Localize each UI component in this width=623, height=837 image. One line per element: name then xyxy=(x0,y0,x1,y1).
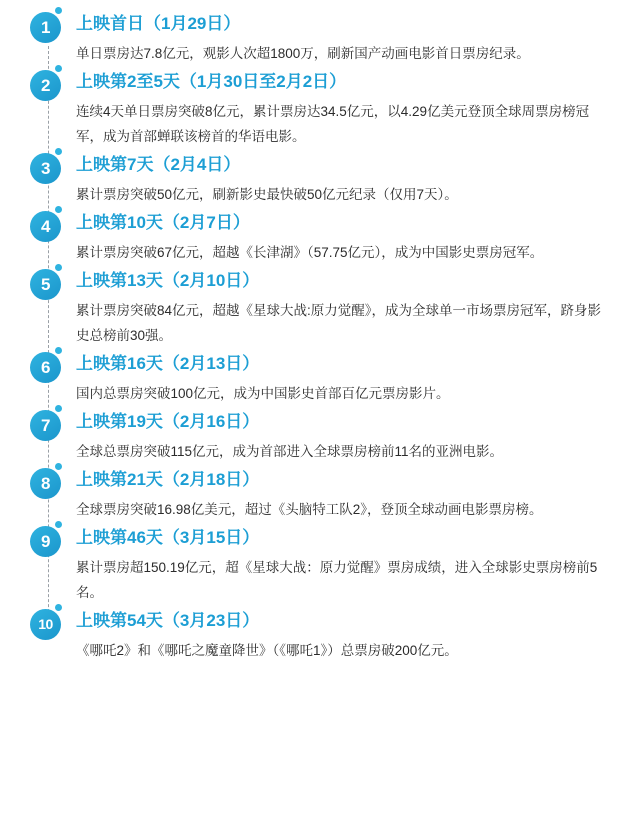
timeline-item-content xyxy=(76,607,609,663)
timeline-item xyxy=(0,524,623,605)
timeline-item-title: 上映第7天（2月4日） xyxy=(76,155,241,174)
timeline-marker xyxy=(30,408,66,444)
timeline-item-content xyxy=(76,408,609,464)
timeline-item-title: 上映第2至5天（1月30日至2月2日） xyxy=(76,72,347,91)
timeline-item-title: 上映第21天（2月18日） xyxy=(76,470,260,489)
timeline-item-content xyxy=(76,209,609,265)
step-number-badge: 4 xyxy=(30,211,61,242)
step-number-badge: 1 xyxy=(30,12,61,43)
timeline-item-content xyxy=(76,267,609,348)
timeline-item-content xyxy=(76,524,609,605)
timeline-item-description: 国内总票房突破100亿元，成为中国影史首部百亿元票房影片。 xyxy=(76,386,450,401)
timeline-item-title: 上映第19天（2月16日） xyxy=(76,412,260,431)
timeline-item-description: 累计票房突破84亿元，超越《星球大战:原力觉醒》，成为全球单一市场票房冠军，跻身影史总榜前30强。 xyxy=(76,303,602,343)
timeline-marker xyxy=(30,466,66,502)
timeline-marker xyxy=(30,350,66,386)
timeline-item-title: 上映第16天（2月13日） xyxy=(76,354,260,373)
step-number-badge: 8 xyxy=(30,468,61,499)
timeline-item-title: 上映第54天（3月23日） xyxy=(76,611,260,630)
timeline-item-title: 上映第13天（2月10日） xyxy=(76,271,260,290)
timeline-item-title: 上映第10天（2月7日） xyxy=(76,213,250,232)
timeline-item xyxy=(0,151,623,207)
timeline-item-content xyxy=(76,68,609,149)
timeline-item-description: 累计票房超150.19亿元，超《星球大战：原力觉醒》票房成绩，进入全球影史票房榜前5名。 xyxy=(76,560,598,600)
timeline-marker xyxy=(30,607,66,643)
timeline-item-content xyxy=(76,466,609,522)
timeline-marker xyxy=(30,267,66,303)
timeline-marker xyxy=(30,10,66,46)
timeline-item xyxy=(0,350,623,406)
step-number-badge: 3 xyxy=(30,153,61,184)
timeline-item xyxy=(0,408,623,464)
timeline-item xyxy=(0,68,623,149)
timeline-marker xyxy=(30,209,66,245)
timeline-item xyxy=(0,10,623,66)
timeline-item-description: 全球总票房突破115亿元，成为首部进入全球票房榜前11名的亚洲电影。 xyxy=(76,444,504,459)
timeline-item-description: 累计票房突破67亿元，超越《长津湖》（57.75亿元），成为中国影史票房冠军。 xyxy=(76,245,544,260)
timeline-item-title: 上映第46天（3月15日） xyxy=(76,528,260,547)
step-number-badge: 6 xyxy=(30,352,61,383)
step-number-badge: 5 xyxy=(30,269,61,300)
timeline-item-description: 全球票房突破16.98亿美元，超过《头脑特工队2》，登顶全球动画电影票房榜。 xyxy=(76,502,543,517)
timeline-item-content xyxy=(76,350,609,406)
timeline-item xyxy=(0,267,623,348)
timeline-marker xyxy=(30,68,66,104)
timeline-item-content xyxy=(76,10,609,66)
step-number-badge: 9 xyxy=(30,526,61,557)
timeline-marker xyxy=(30,151,66,187)
timeline-marker xyxy=(30,524,66,560)
timeline-item xyxy=(0,209,623,265)
timeline-item-content xyxy=(76,151,609,207)
timeline-item-description: 《哪吒2》和《哪吒之魔童降世》（《哪吒1》）总票房破200亿元。 xyxy=(76,643,458,658)
timeline-item-description: 单日票房达7.8亿元，观影人次超1800万，刷新国产动画电影首日票房纪录。 xyxy=(76,46,530,61)
timeline-item xyxy=(0,607,623,663)
step-number-badge: 2 xyxy=(30,70,61,101)
timeline-item xyxy=(0,466,623,522)
step-number-badge: 7 xyxy=(30,410,61,441)
timeline-item-title: 上映首日（1月29日） xyxy=(76,14,241,33)
timeline-item-description: 连续4天单日票房突破8亿元，累计票房达34.5亿元，以4.29亿美元登顶全球周票房榜冠军，成为首部蝉联该榜首的华语电影。 xyxy=(76,104,590,144)
step-number-badge: 10 xyxy=(30,609,61,640)
timeline-item-description: 累计票房突破50亿元，刷新影史最快破50亿元纪录（仅用7天）。 xyxy=(76,187,458,202)
